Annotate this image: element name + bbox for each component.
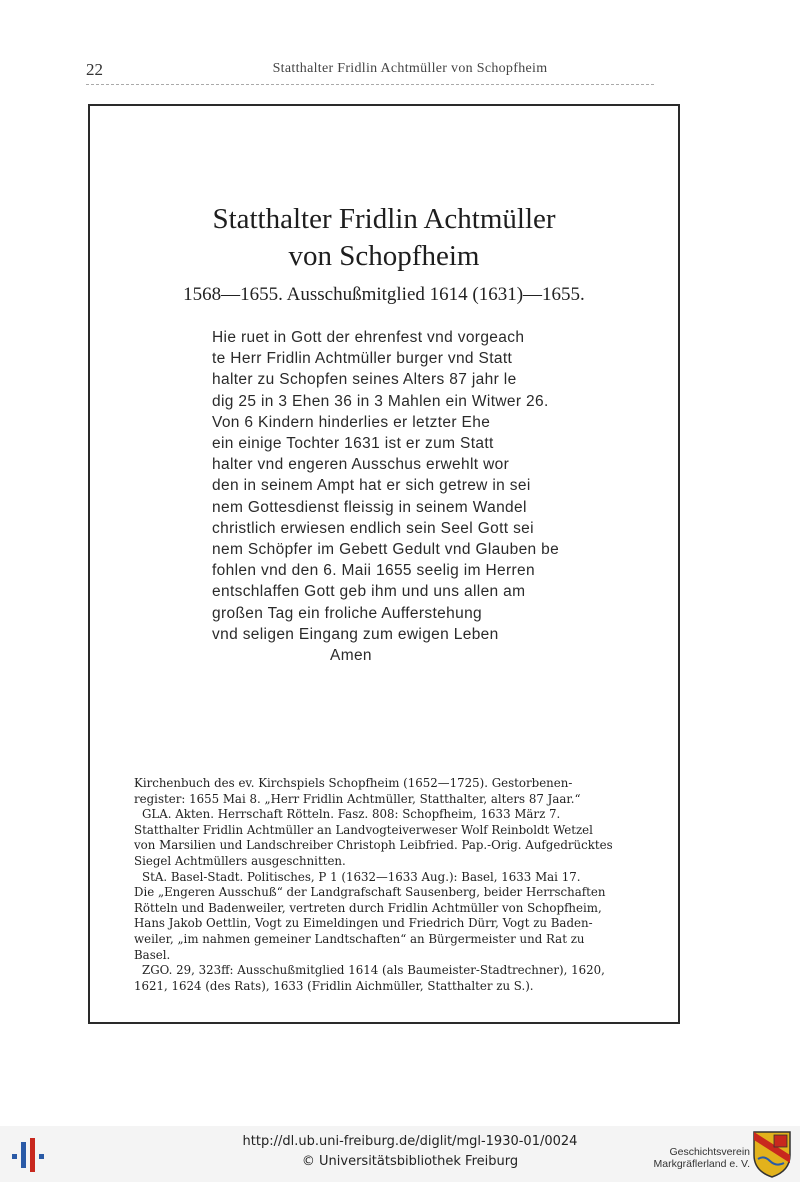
coat-of-arms-icon <box>752 1129 792 1179</box>
inscription-line: fohlen vnd den 6. Maii 1655 seelig im Herren <box>212 562 535 580</box>
note-line: StA. Basel-Stadt. Politisches, P 1 (1632—1633 Aug.): Basel, 1633 Mai 17. <box>142 869 581 884</box>
inscription-line: vnd seligen Eingang zum ewigen Leben <box>212 625 499 643</box>
article-subtitle: 1568—1655. Ausschußmitglied 1614 (1631)—1655. <box>183 284 585 305</box>
footer-copyright: © Universitätsbibliothek Freiburg <box>301 1154 519 1169</box>
footer-organization <box>620 1146 750 1170</box>
note-line: Hans Jakob Oettlin, Vogt zu Eimeldingen und Friedrich Dürr, Vogt zu Baden- <box>134 916 593 931</box>
note-line: von Marsilien und Landschreiber Christoph Leibfried. Pap.-Orig. Aufgedrücktes <box>134 838 613 853</box>
article-title-line1: Statthalter Fridlin Achtmüller <box>212 203 556 235</box>
footer-url-link[interactable]: http://dl.ub.uni-freiburg.de/diglit/mgl-1930-01/0024 <box>242 1134 578 1149</box>
org-name-line2: Markgräflerland e. V. <box>653 1158 750 1170</box>
inscription-line: halter zu Schopfen seines Alters 87 jahr le <box>212 371 517 389</box>
running-head: Statthalter Fridlin Achtmüller von Schopfheim <box>272 61 548 76</box>
inscription-line: ein einige Tochter 1631 ist er zum Statt <box>212 435 494 453</box>
note-line: weiler, „im nahmen gemeiner Landtschaften“ an Bürgermeister und Rat zu <box>134 931 585 946</box>
note-line: ZGO. 29, 323ff: Ausschußmitglied 1614 (als Baumeister-Stadtrechner), 1620, <box>142 963 605 978</box>
inscription-line: te Herr Fridlin Achtmüller burger vnd Statt <box>212 350 513 368</box>
note-line: register: 1655 Mai 8. „Herr Fridlin Achtmüller, Statthalter, alters 87 Jaar.“ <box>134 791 581 806</box>
inscription-line: entschlaffen Gott geb ihm und uns allen am <box>212 583 526 601</box>
inscription-line: nem Gottesdienst fleissig in seinem Wandel <box>212 498 527 516</box>
inscription-line: dig 25 in 3 Ehen 36 in 3 Mahlen ein Witwer 26. <box>212 392 549 410</box>
inscription-line: großen Tag ein froliche Aufferstehung <box>212 604 483 622</box>
source-notes <box>134 776 664 994</box>
note-line: Statthalter Fridlin Achtmüller an Landvogteiverweser Wolf Reinboldt Wetzel <box>134 822 593 837</box>
note-line: Rötteln und Badenweiler, vertreten durch Fridlin Achtmüller von Schopfheim, <box>134 900 602 915</box>
university-library-logo-icon[interactable] <box>10 1136 50 1174</box>
note-line: Siegel Achtmüllers ausgeschnitten. <box>134 853 346 868</box>
note-line: GLA. Akten. Herrschaft Rötteln. Fasz. 808: Schopfheim, 1633 März 7. <box>142 807 561 822</box>
page-number: 22 <box>86 60 103 79</box>
inscription-line: den in seinem Ampt hat er sich getrew in sei <box>212 477 531 495</box>
footer-bar <box>0 1126 800 1182</box>
note-line: Die „Engeren Ausschuß“ der Landgrafschaft Sausenberg, beider Herrschaften <box>134 885 606 900</box>
inscription-closing: Amen <box>330 647 372 665</box>
inscription-line: halter vnd engeren Ausschus erwehlt wor <box>212 456 510 474</box>
header-rule <box>86 84 654 85</box>
inscription-text <box>212 327 612 666</box>
inscription-line: Hie ruet in Gott der ehrenfest vnd vorgeach <box>212 329 525 346</box>
article-title-line2: von Schopfheim <box>288 240 480 272</box>
inscription-line: nem Schöpfer im Gebett Gedult vnd Glauben be <box>212 541 560 559</box>
note-line: 1621, 1624 (des Rats), 1633 (Fridlin Aichmüller, Statthalter zu S.). <box>134 978 534 993</box>
inscription-line: Von 6 Kindern hinderlies er letzter Ehe <box>212 413 491 431</box>
inscription-line: christlich erwiesen endlich sein Seel Gott sei <box>212 519 534 537</box>
note-line: Kirchenbuch des ev. Kirchspiels Schopfheim (1652—1725). Gestorbenen- <box>134 776 573 790</box>
note-line: Basel. <box>134 947 171 962</box>
org-name-line1: Geschichtsverein <box>669 1146 750 1158</box>
